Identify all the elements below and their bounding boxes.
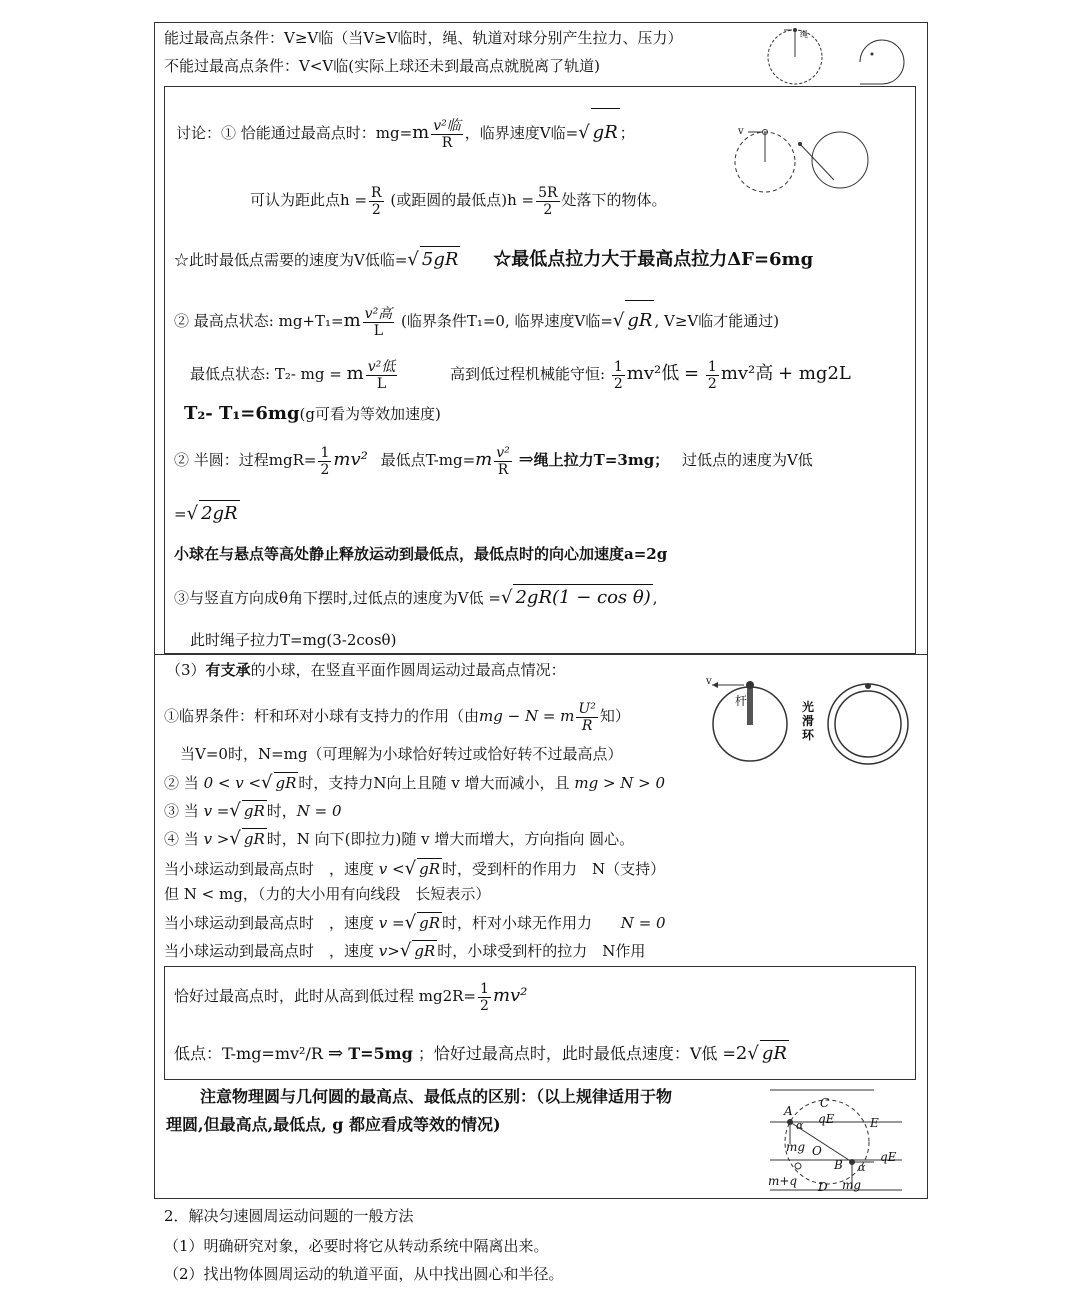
support-9: 当小球运动到最高点时 ，速度 v =√ gR 时，杆对小球无作用力 N = 0 [164,912,666,933]
ring-label-2: 滑 [802,714,815,728]
fig-label-qE-top: qE [818,1112,835,1126]
s9-sqrt: gR [419,914,440,932]
ring-label-1: 光 [802,700,815,714]
i1-den: 2 [480,997,489,1014]
method-1: 2．解决匀速圆周运动问题的一般方法 [164,1207,414,1225]
s2-end: 知） [599,707,630,725]
discussion-4: ② 最高点状态: mg+T₁=m $\frac{\text{v²高}}{L}$ (临界条件T₁=0, 临界速度V临=√ gR , V≥V临才能通过) [174,300,779,341]
d5-m: m [346,363,364,384]
d2-h1: h = [340,191,368,209]
s6-prefix: ④ 当 [164,830,199,848]
s5-prefix: ③ 当 [164,802,199,820]
s4-ineq: mg > N > 0 [574,774,666,792]
d3-prefix: ☆此时最低点需要的速度为V低临= [174,251,408,269]
d1-prefix: 讨论：① 恰能通过最高点时：mg= [176,124,413,142]
fig-label-mg2: mg [842,1178,862,1192]
s9-rest: 时，杆对小球无作用力 [442,914,593,932]
d5-den: L [376,375,387,392]
d1-frac [431,118,463,151]
support-10: 当小球运动到最高点时 ，速度 v>√ gR 时，小球受到杆的拉力 N作用 [164,940,646,961]
inner-1 [174,976,527,1016]
support-1 [166,660,566,680]
d6-bold: T₂- T₁=6mg [184,403,300,424]
s1-b: 有支承 [205,661,251,679]
d3-bold: ☆最低点拉力大于最高点拉力ΔF=6mg [493,249,814,270]
d2-prefix: 可认为距此点 [250,191,341,209]
fig-label-mq: m+q [768,1174,798,1188]
d1-num: v²临 [433,117,461,134]
s5-sqrt: gR [243,802,265,820]
support-3: 当V=0时，N=mg（可理解为小球恰好转过或恰好转不过最高点） [180,745,623,763]
top-figure [762,24,922,86]
i2-mid: ；恰好过最高点时，此时最低点速度：V低 = [417,1044,736,1063]
d5-eq-a-frac [612,359,625,392]
note-line-1: 注意物理圆与几何圆的最高点、最低点的区别：（以上规律适用于物 [200,1087,673,1106]
i2-prefix: 低点：T-mg=mv²/R [174,1044,323,1063]
s2-frac [576,701,597,734]
d4-mid: (临界条件T₁=0, 临界速度V临= [400,312,613,330]
d7-frac2 [494,445,512,478]
d7-den2: R [497,461,509,478]
discussion-8: =√ 2gR [174,500,240,527]
d4-prefix: ② 最高点状态: mg+T₁= [174,312,344,330]
d10-sqrt: 2gR(1 − cos θ) [513,584,652,611]
s2-eq: mg − N = m [479,707,575,725]
d1-den: R [441,134,453,151]
d7-num: 1 [320,444,330,461]
s4-cond: 0 < v < [203,774,262,792]
d2-h1-den: 2 [371,201,381,218]
d5-eq-c: + mg2L [778,363,851,384]
d8-eq: = [174,505,187,523]
fig-label-D: D [818,1180,828,1194]
s10-sqrt: gR [414,942,436,960]
discussion-1: 讨论：① 恰能通过最高点时：mg=m $\frac{\text{v²临}}{R}$ ，临界速度V临=√ gR ； [176,108,635,157]
d6-rest: (g可看为等效加速度) [299,405,441,423]
discussion-9: 小球在与悬点等高处静止释放运动到最低点，最低点时的向心加速度a=2g [174,545,668,563]
s4-prefix: ② 当 [164,774,199,792]
d5-mid: 高到低过程机械能守恒: [450,365,606,383]
s2-prefix: ①临界条件：杆和环对小球有支持力的作用（由 [164,707,480,725]
d5-num: v²低 [367,358,396,375]
s6-rest: 时，N 向下(即拉力)随 v 增大而增大，方向指向 圆心。 [266,830,635,848]
d10-end: , [652,589,658,607]
s9-prefix: 当小球运动到最高点时 ，速度 [164,914,375,932]
s10-cond: v> [378,942,400,960]
d2-mid: (或距圆的最低点) [390,191,508,209]
d1-end: ； [619,124,635,142]
s9-cond: v = [378,914,405,932]
fig-label-E: E [870,1116,879,1130]
method-2: （1）明确研究对象，必要时将它从转动系统中隔离出来。 [164,1237,549,1255]
d7-mid: 最低点T-mg= [380,451,476,469]
discussion-5 [190,354,851,394]
d7-num2: v² [496,444,510,461]
d10-prefix: ③与竖直方向成θ角下摆时,过低点的速度为V低 = [174,589,501,607]
section-divider [154,654,928,655]
s4-sqrt: gR [275,774,297,792]
d4-m: m [343,310,361,331]
support-6: ④ 当 v >√ gR 时，N 向下(即拉力)随 v 增大而增大，方向指向 圆心。 [164,828,635,849]
s7-rest: 时，受到杆的作用力 N（支持） [442,860,666,878]
d4-den: L [373,322,384,339]
v-label: v [738,126,744,137]
discussion-6 [184,402,441,426]
support-4: ② 当 0 < v <√ gR 时，支持力N向上且随 v 增大而减小，且 mg > N > 0 [164,772,666,793]
d4-sqrt: gR [625,300,654,341]
s6-cond: v > [203,830,230,848]
d5-eq-b: mv²高 [720,363,774,384]
s7-prefix: 当小球运动到最高点时 ，速度 [164,860,375,878]
d2-end: 处落下的物体。 [561,191,667,209]
d7-arrow: ⇒ [518,449,534,470]
s6-sqrt: gR [243,830,265,848]
support-7: 当小球运动到最高点时 ，速度 v <√ gR 时，受到杆的作用力 N（支持） [164,858,666,879]
s5-cond: v = [203,802,230,820]
support-2 [164,696,630,736]
top-line-1: 能过最高点条件：V≥V临（当V≥V临时，绳、轨道对球分别产生拉力、压力） [164,29,683,47]
d7-m: m [475,449,493,470]
rope-label: 绳 [800,30,808,39]
s1-a: （3） [166,661,206,679]
d7-bold: 绳上拉力T=3mg； [533,451,670,469]
d5-eq: = [684,363,700,384]
d7-mv: mv² [333,449,368,470]
top-line-2: 不能过最高点条件：V<V临(实际上球还未到最高点就脱离了轨道) [164,57,600,75]
method-3: （2）找出物体圆周运动的轨道平面，从中找出圆心和半径。 [164,1265,564,1283]
fig-label-C: C [820,1096,830,1110]
ring-label-3: 环 [802,728,815,742]
rod-v-label: v [706,676,712,687]
d7-frac [318,445,331,478]
i2-arrow: ⇒ [328,1043,344,1064]
fig-label-qE-bottom: qE [880,1150,897,1164]
d2-h1-num: R [371,184,382,201]
rod-label: 杆 [735,694,748,708]
fig-label-O: O [812,1144,822,1158]
inner-2: 低点：T-mg=mv²/R ⇒ T=5mg ；恰好过最高点时，此时最低点速度：V低 =2√ gR [174,1040,789,1067]
i1-num: 1 [480,980,489,997]
d8-sqrt: 2gR [199,500,240,527]
d7-end: 过低点的速度为V低 [681,451,813,469]
d3-sqrt: 5gR [420,246,461,273]
discussion-11: 此时绳子拉力T=mg(3-2cosθ) [190,631,397,649]
d2-h2-num: 5R [538,184,558,201]
d2-h2-frac [536,185,559,218]
i1-frac [478,981,491,1014]
s10-prefix: 当小球运动到最高点时 ，速度 [164,942,375,960]
d1-mid: ，临界速度V临= [464,124,579,142]
fig-label-alpha2: α [858,1161,866,1174]
d4-end: , V≥V临才能通过) [654,312,780,330]
d1-sqrt: gR [591,108,620,157]
support-8: 但 N < mg，（力的大小用有向线段 长短表示） [164,885,491,903]
i1-mv: mv² [492,985,528,1006]
d1-m: m [412,122,430,143]
s2-num: U² [578,700,596,717]
i2-bold: T=5mg [348,1044,413,1063]
s5-ineq: N = 0 [296,802,342,820]
d7-prefix: ② 半圆：过程mgR= [174,451,317,469]
i2-coef: 2 [735,1043,748,1064]
d5-eq-b-frac [706,359,719,392]
d2-h2: h = [507,191,535,209]
s7-sqrt: gR [419,860,440,878]
fig-label-alpha: α [796,1119,804,1132]
support-5: ③ 当 v =√ gR 时，N = 0 [164,800,342,821]
pendulum-figure [730,120,875,200]
d5-frac [366,359,398,392]
s7-cond: v < [378,860,405,878]
discussion-10: ③与竖直方向成θ角下摆时,过低点的速度为V低 =√ 2gR(1 − cos θ) , [174,584,658,611]
i1-prefix: 恰好过最高点时，此时从高到低过程 mg2R= [174,987,477,1005]
d5-eq-a: mv²低 [626,363,680,384]
s5-rest: 时， [266,802,297,820]
s1-c: 的小球，在竖直平面作圆周运动过最高点情况： [250,661,566,679]
note-line-2: 理圆,但最高点,最低点, g 都应看成等效的情况) [166,1115,501,1134]
s9-end: N = 0 [620,914,666,932]
discussion-3: ☆此时最低点需要的速度为V低临=√ 5gR ☆最低点拉力大于最高点拉力ΔF=6mg [174,246,813,273]
fig-label-A: A [784,1104,793,1118]
discussion-2 [250,180,667,220]
discussion-7 [174,440,813,480]
d4-frac [363,306,395,339]
d4-num: v²高 [364,305,393,322]
d2-h1-frac [369,185,384,218]
fig-label-mg: mg [786,1140,806,1154]
fig-label-B: B [834,1158,843,1172]
i2-sqrt: gR [760,1040,789,1067]
s2-den: R [581,717,593,734]
d5-prefix: 最低点状态: T₂- mg = [190,365,342,383]
s4-rest: 时，支持力N向上且随 v 增大而减小，且 [298,774,570,792]
d5-eq-a-num: 1 [613,358,623,375]
s10-rest: 时，小球受到杆的拉力 N作用 [437,942,646,960]
d5-eq-a-den: 2 [613,375,623,392]
d7-den: 2 [320,461,330,478]
d5-eq-b-num: 1 [707,358,717,375]
d5-eq-b-den: 2 [707,375,717,392]
d2-h2-den: 2 [543,201,553,218]
